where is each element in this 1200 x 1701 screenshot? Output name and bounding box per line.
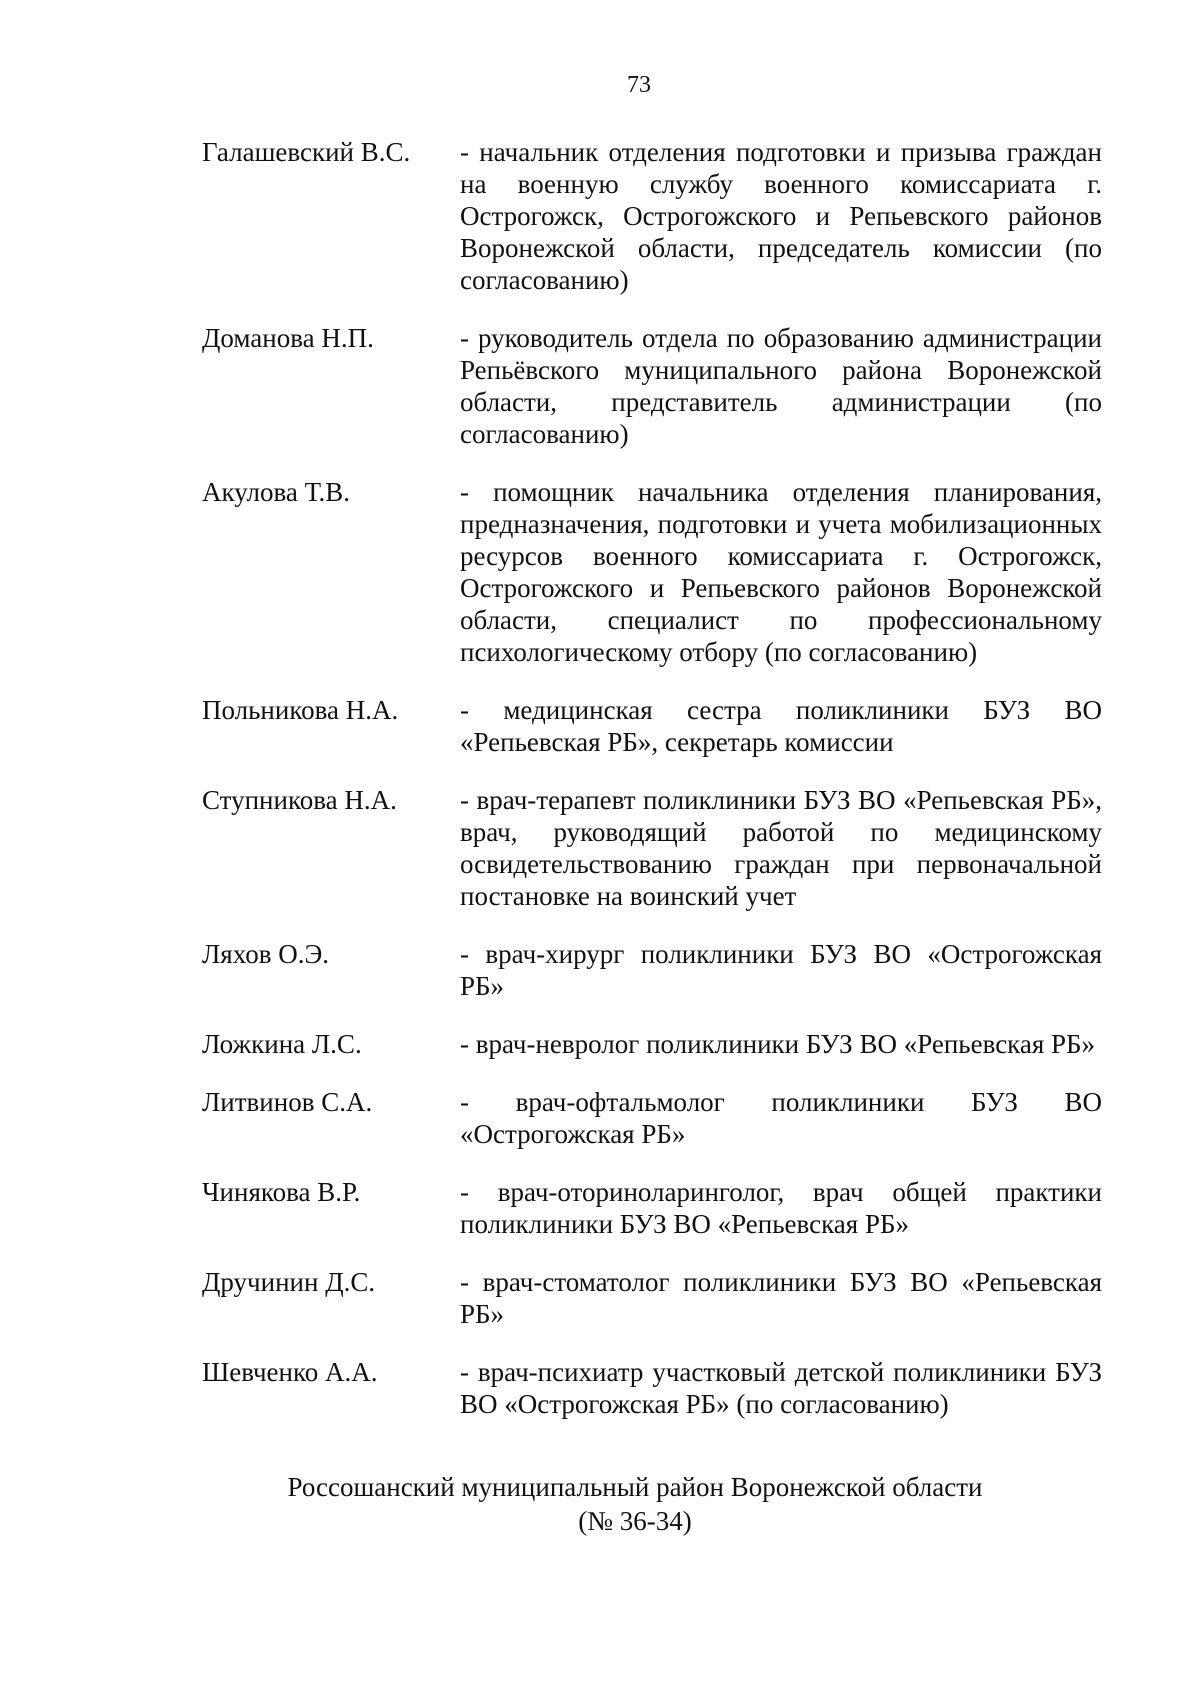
member-role: - врач-хирург поликлиники БУЗ ВО «Острогожская РБ» bbox=[460, 939, 1102, 1001]
member-name: Доманова Н.П. bbox=[202, 323, 374, 353]
member-name: Акулова Т.В. bbox=[202, 477, 350, 507]
section-heading-title: Россошанский муниципальный район Воронежской области bbox=[287, 1472, 983, 1502]
member-name: Ступникова Н.А. bbox=[202, 785, 397, 815]
member-name: Чинякова В.Р. bbox=[202, 1177, 361, 1207]
member-name: Польникова Н.А. bbox=[202, 695, 399, 725]
member-role: - помощник начальника отделения планирования, предназначения, подготовки и учета мобилизационных ресурсов военного комиссариата г. Острогожск, Острогожского и Репьевского районов Воронежской области, специалист по профессиональному психологическому отбору (по согласованию) bbox=[460, 477, 1102, 667]
member-name: Галашевский В.С. bbox=[202, 137, 411, 167]
commission-members-list bbox=[202, 136, 1102, 1446]
member-entry bbox=[202, 1086, 1102, 1150]
section-heading-number: (№ 36-34) bbox=[578, 1506, 692, 1536]
member-name: Шевченко А.А. bbox=[202, 1357, 378, 1387]
member-entry bbox=[202, 1266, 1102, 1330]
member-entry bbox=[202, 136, 1102, 296]
member-entry bbox=[202, 1356, 1102, 1420]
member-role: - врач-психиатр участковый детской поликлиники БУЗ ВО «Острогожская РБ» (по согласованию) bbox=[460, 1357, 1102, 1419]
member-name: Ляхов О.Э. bbox=[202, 939, 330, 969]
member-role: - врач-невролог поликлиники БУЗ ВО «Репьевская РБ» bbox=[460, 1029, 1096, 1059]
member-entry bbox=[202, 694, 1102, 758]
member-role: - медицинская сестра поликлиники БУЗ ВО «Репьевская РБ», секретарь комиссии bbox=[460, 695, 1102, 757]
member-role: - врач-офтальмолог поликлиники БУЗ ВО «Острогожская РБ» bbox=[460, 1087, 1102, 1149]
member-entry bbox=[202, 784, 1102, 912]
member-role: - врач-терапевт поликлиники БУЗ ВО «Репьевская РБ», врач, руководящий работой по медицинскому освидетельствованию граждан при первоначальной постановке на воинский учет bbox=[460, 785, 1102, 911]
member-entry bbox=[202, 1028, 1102, 1060]
member-entry bbox=[202, 1176, 1102, 1240]
member-role: - руководитель отдела по образованию администрации Репьёвского муниципального района Воронежской области, представитель администрации (по согласованию) bbox=[460, 323, 1102, 449]
section-heading bbox=[0, 1470, 1200, 1538]
member-name: Ложкина Л.С. bbox=[202, 1029, 362, 1059]
member-role: - начальник отделения подготовки и призыва граждан на военную службу военного комиссариата г. Острогожск, Острогожского и Репьевского районов Воронежской области, председатель комиссии (по согласованию) bbox=[460, 137, 1102, 295]
page-number: 73 bbox=[627, 72, 651, 98]
member-entry bbox=[202, 938, 1102, 1002]
member-entry bbox=[202, 322, 1102, 450]
member-name: Дручинин Д.С. bbox=[202, 1267, 376, 1297]
member-role: - врач-оториноларинголог, врач общей практики поликлиники БУЗ ВО «Репьевская РБ» bbox=[460, 1177, 1102, 1239]
member-entry bbox=[202, 476, 1102, 668]
member-name: Литвинов С.А. bbox=[202, 1087, 373, 1117]
member-role: - врач-стоматолог поликлиники БУЗ ВО «Репьевская РБ» bbox=[460, 1267, 1102, 1329]
